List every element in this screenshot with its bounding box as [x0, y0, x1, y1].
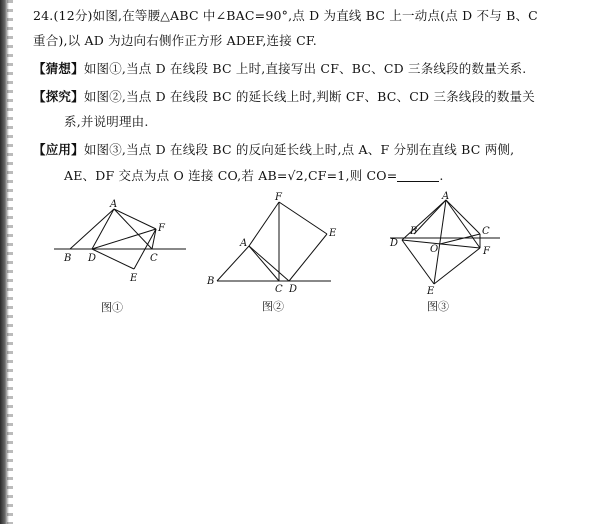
fig1-segment-af: [114, 209, 156, 229]
guess-text: 如图①,当点 D 在线段 BC 上时,直接写出 CF、BC、CD 三条线段的数量关系.: [83, 61, 527, 76]
problem-line-2: 重合),以 AD 为边向右侧作正方形 ADEF,连接 CF.: [33, 33, 317, 48]
answer-blank: [397, 169, 439, 182]
fig2-segment-ba: [217, 246, 249, 281]
figure-3-diagram: [384, 190, 514, 300]
explore-line: [33, 89, 535, 105]
apply-tag: 【应用】: [33, 142, 84, 157]
guess-line: [33, 61, 526, 77]
figure-1-diagram: [52, 195, 192, 295]
apply-continuation: [64, 168, 444, 184]
fig1-segment-ab: [70, 209, 114, 249]
fig3-label-e: E: [427, 286, 435, 297]
fig2-label-e: E: [329, 228, 337, 239]
fig1-label-b: B: [64, 253, 72, 264]
fig2-segment-af: [249, 202, 279, 246]
fig3-segment-ae: [434, 200, 446, 284]
figure-2: [203, 188, 343, 313]
fig3-label-b: B: [410, 226, 418, 237]
fig3-segment-ef: [434, 248, 480, 284]
fig3-segment-ac: [446, 200, 480, 234]
fig2-segment-ed: [289, 234, 327, 281]
scan-edge-shadow: [0, 0, 9, 524]
apply-cont-a: AE、DF 交点为点 O 连接 CO,若 AB=√2,CF=1,则 CO=: [64, 168, 398, 183]
explore-continuation: 系,并说明理由.: [64, 114, 149, 129]
problem-line-1: 24.(12分)如图,在等腰△ABC 中∠BAC=90°,点 D 为直线 BC 上一动点(点 D 不与 B、C: [33, 8, 538, 23]
fig2-label-d: D: [289, 284, 298, 295]
fig1-label-d: D: [88, 253, 97, 264]
explore-text: 如图②,当点 D 在线段 BC 的延长线上时,判断 CF、BC、CD 三条线段的数量关: [83, 89, 536, 104]
fig2-segment-ac: [249, 246, 279, 281]
fig2-label-a: A: [240, 238, 248, 249]
fig1-label-f: F: [158, 223, 165, 234]
fig1-segment-de: [92, 249, 134, 269]
fig3-label-c: C: [482, 226, 490, 237]
fig1-label-c: C: [150, 253, 158, 264]
fig3-segment-ad: [402, 200, 446, 240]
explore-tag: 【探究】: [33, 89, 84, 104]
fig3-segment-ab: [414, 200, 446, 234]
fig2-segment-fe: [279, 202, 327, 234]
fig1-segment-ac: [114, 209, 152, 249]
fig2-label-f: F: [275, 192, 282, 203]
apply-text: 如图③,当点 D 在线段 BC 的反向延长线上时,点 A、F 分别在直线 BC 两侧,: [83, 142, 515, 157]
fig1-label-a: A: [110, 199, 118, 210]
figure-3-caption: 图③: [427, 300, 449, 313]
fig3-label-a: A: [442, 191, 450, 202]
figure-1-caption: 图①: [101, 301, 123, 314]
figure-2-diagram: [203, 188, 343, 298]
figure-3: [384, 190, 514, 313]
guess-tag: 【猜想】: [33, 61, 84, 76]
fig3-label-f: F: [483, 246, 490, 257]
apply-cont-b: .: [439, 168, 444, 183]
fig1-label-e: E: [130, 273, 138, 284]
figure-2-caption: 图②: [262, 300, 284, 313]
fig3-label-o: O: [430, 244, 439, 255]
apply-line: [33, 142, 514, 158]
fig2-label-c: C: [275, 284, 283, 295]
figure-1: [52, 195, 192, 314]
fig3-label-d: D: [390, 238, 399, 249]
fig2-segment-ad: [249, 246, 289, 281]
fig2-label-b: B: [207, 276, 215, 287]
